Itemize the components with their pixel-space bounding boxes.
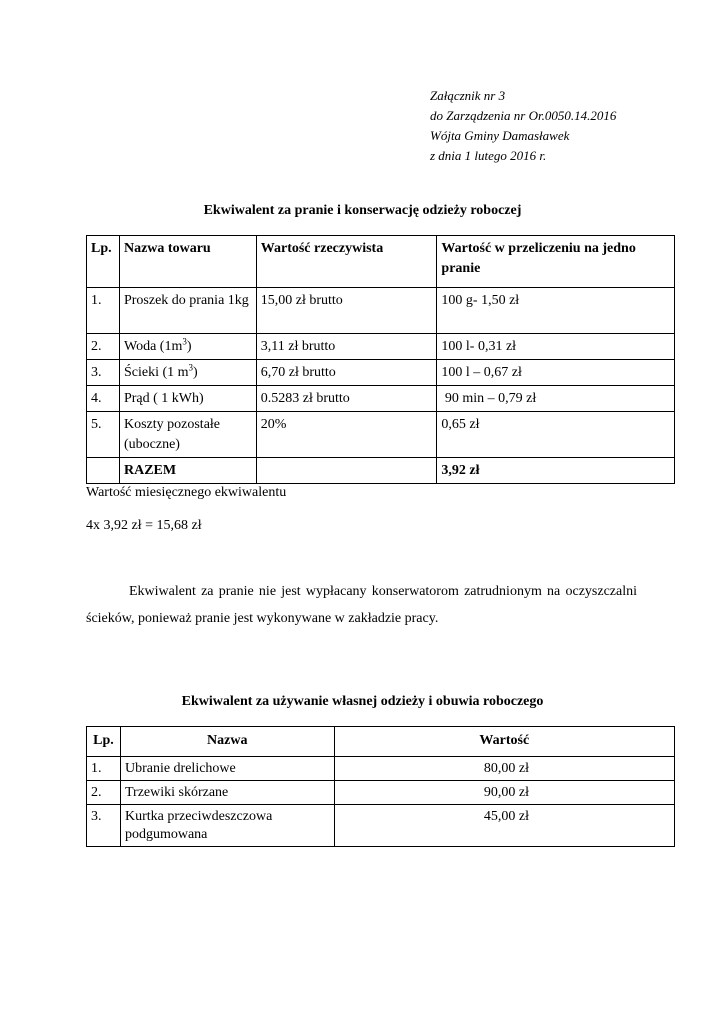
cell-name: Koszty pozostałe (uboczne) (119, 412, 256, 458)
header-lp: Lp. (87, 236, 120, 288)
cell-value: 6,70 zł brutto (256, 360, 437, 386)
cell-value: 15,00 zł brutto (256, 288, 437, 334)
cell-per-wash: 100 l – 0,67 zł (437, 360, 675, 386)
annex-line: Załącznik nr 3 (430, 88, 506, 103)
header-lp: Lp. (87, 727, 121, 757)
table-row (87, 288, 675, 334)
cell-lp: 3. (87, 805, 121, 847)
table-row (87, 360, 675, 386)
name-text: Woda (1m (123, 339, 183, 354)
header-value: Wartość rzeczywista (256, 236, 437, 288)
cell-name: Trzewiki skórzane (120, 781, 334, 805)
cell-lp: 5. (87, 412, 120, 458)
cell-name (119, 334, 256, 360)
name-end: ) (193, 365, 198, 380)
name-end: ) (186, 339, 192, 354)
name-text: Ścieki (1 m (123, 365, 189, 380)
cell-value: 90,00 zł (334, 781, 674, 805)
monthly-calc: 4x 3,92 zł = 15,68 zł (86, 518, 202, 533)
table-row (87, 412, 675, 458)
section1-title: Ekwiwalent za pranie i konserwację odzieży roboczej (203, 203, 522, 218)
annex-line: Wójta Gminy Damasławek (430, 128, 570, 143)
cell-value: 0.5283 zł brutto (256, 386, 437, 412)
header-name: Nazwa towaru (119, 236, 256, 288)
annex-line: do Zarządzenia nr Or.0050.14.2016 (430, 108, 617, 123)
note-paragraph: Ekwiwalent za pranie nie jest wypłacany konserwatorom zatrudnionym na oczyszczalni ścieków, ponieważ pranie jest wykonywane w zakładzie pracy. (86, 584, 637, 626)
table-row (87, 805, 675, 847)
cell-lp: 1. (87, 757, 121, 781)
cell-name: Prąd ( 1 kWh) (119, 386, 256, 412)
table-row (87, 386, 675, 412)
cell-lp: 3. (87, 360, 120, 386)
superscript: 3 (188, 362, 194, 373)
cell-name: Kurtka przeciwdeszczowa podgumowana (120, 805, 334, 847)
cell-lp: 2. (87, 334, 120, 360)
annex-line: z dnia 1 lutego 2016 r. (430, 148, 547, 163)
table-header-row (87, 727, 675, 757)
table-header-row (87, 236, 675, 288)
total-value: 3,92 zł (437, 458, 675, 484)
clothing-allowance-table (86, 726, 675, 847)
annex-header (430, 86, 616, 166)
cell-per-wash: 100 l- 0,31 zł (437, 334, 675, 360)
cell-value: 3,11 zł brutto (256, 334, 437, 360)
table-row (87, 334, 675, 360)
total-row (87, 458, 675, 484)
cell-per-wash: 0,65 zł (437, 412, 675, 458)
header-name: Nazwa (120, 727, 334, 757)
table-row (87, 781, 675, 805)
header-per-wash: Wartość w przeliczeniu na jedno pranie (437, 236, 675, 288)
cell-lp: 2. (87, 781, 121, 805)
superscript: 3 (182, 336, 187, 347)
cell-name (119, 360, 256, 386)
cell-lp: 4. (87, 386, 120, 412)
monthly-label: Wartość miesięcznego ekwiwalentu (86, 485, 287, 500)
total-label: RAZEM (119, 458, 256, 484)
cell-value: 80,00 zł (334, 757, 674, 781)
washing-cost-table (86, 235, 675, 484)
cell-value: 20% (256, 412, 437, 458)
cell-lp (87, 458, 120, 484)
cell-name: Ubranie drelichowe (120, 757, 334, 781)
cell-lp: 1. (87, 288, 120, 334)
cell-name: Proszek do prania 1kg (119, 288, 256, 334)
cell-per-wash: 90 min – 0,79 zł (437, 386, 675, 412)
table-row (87, 757, 675, 781)
cell-value: 45,00 zł (334, 805, 674, 847)
cell-value (256, 458, 437, 484)
section2-title: Ekwiwalent za używanie własnej odzieży i obuwia roboczego (181, 694, 544, 709)
header-value: Wartość (334, 727, 674, 757)
cell-per-wash: 100 g- 1,50 zł (437, 288, 675, 334)
